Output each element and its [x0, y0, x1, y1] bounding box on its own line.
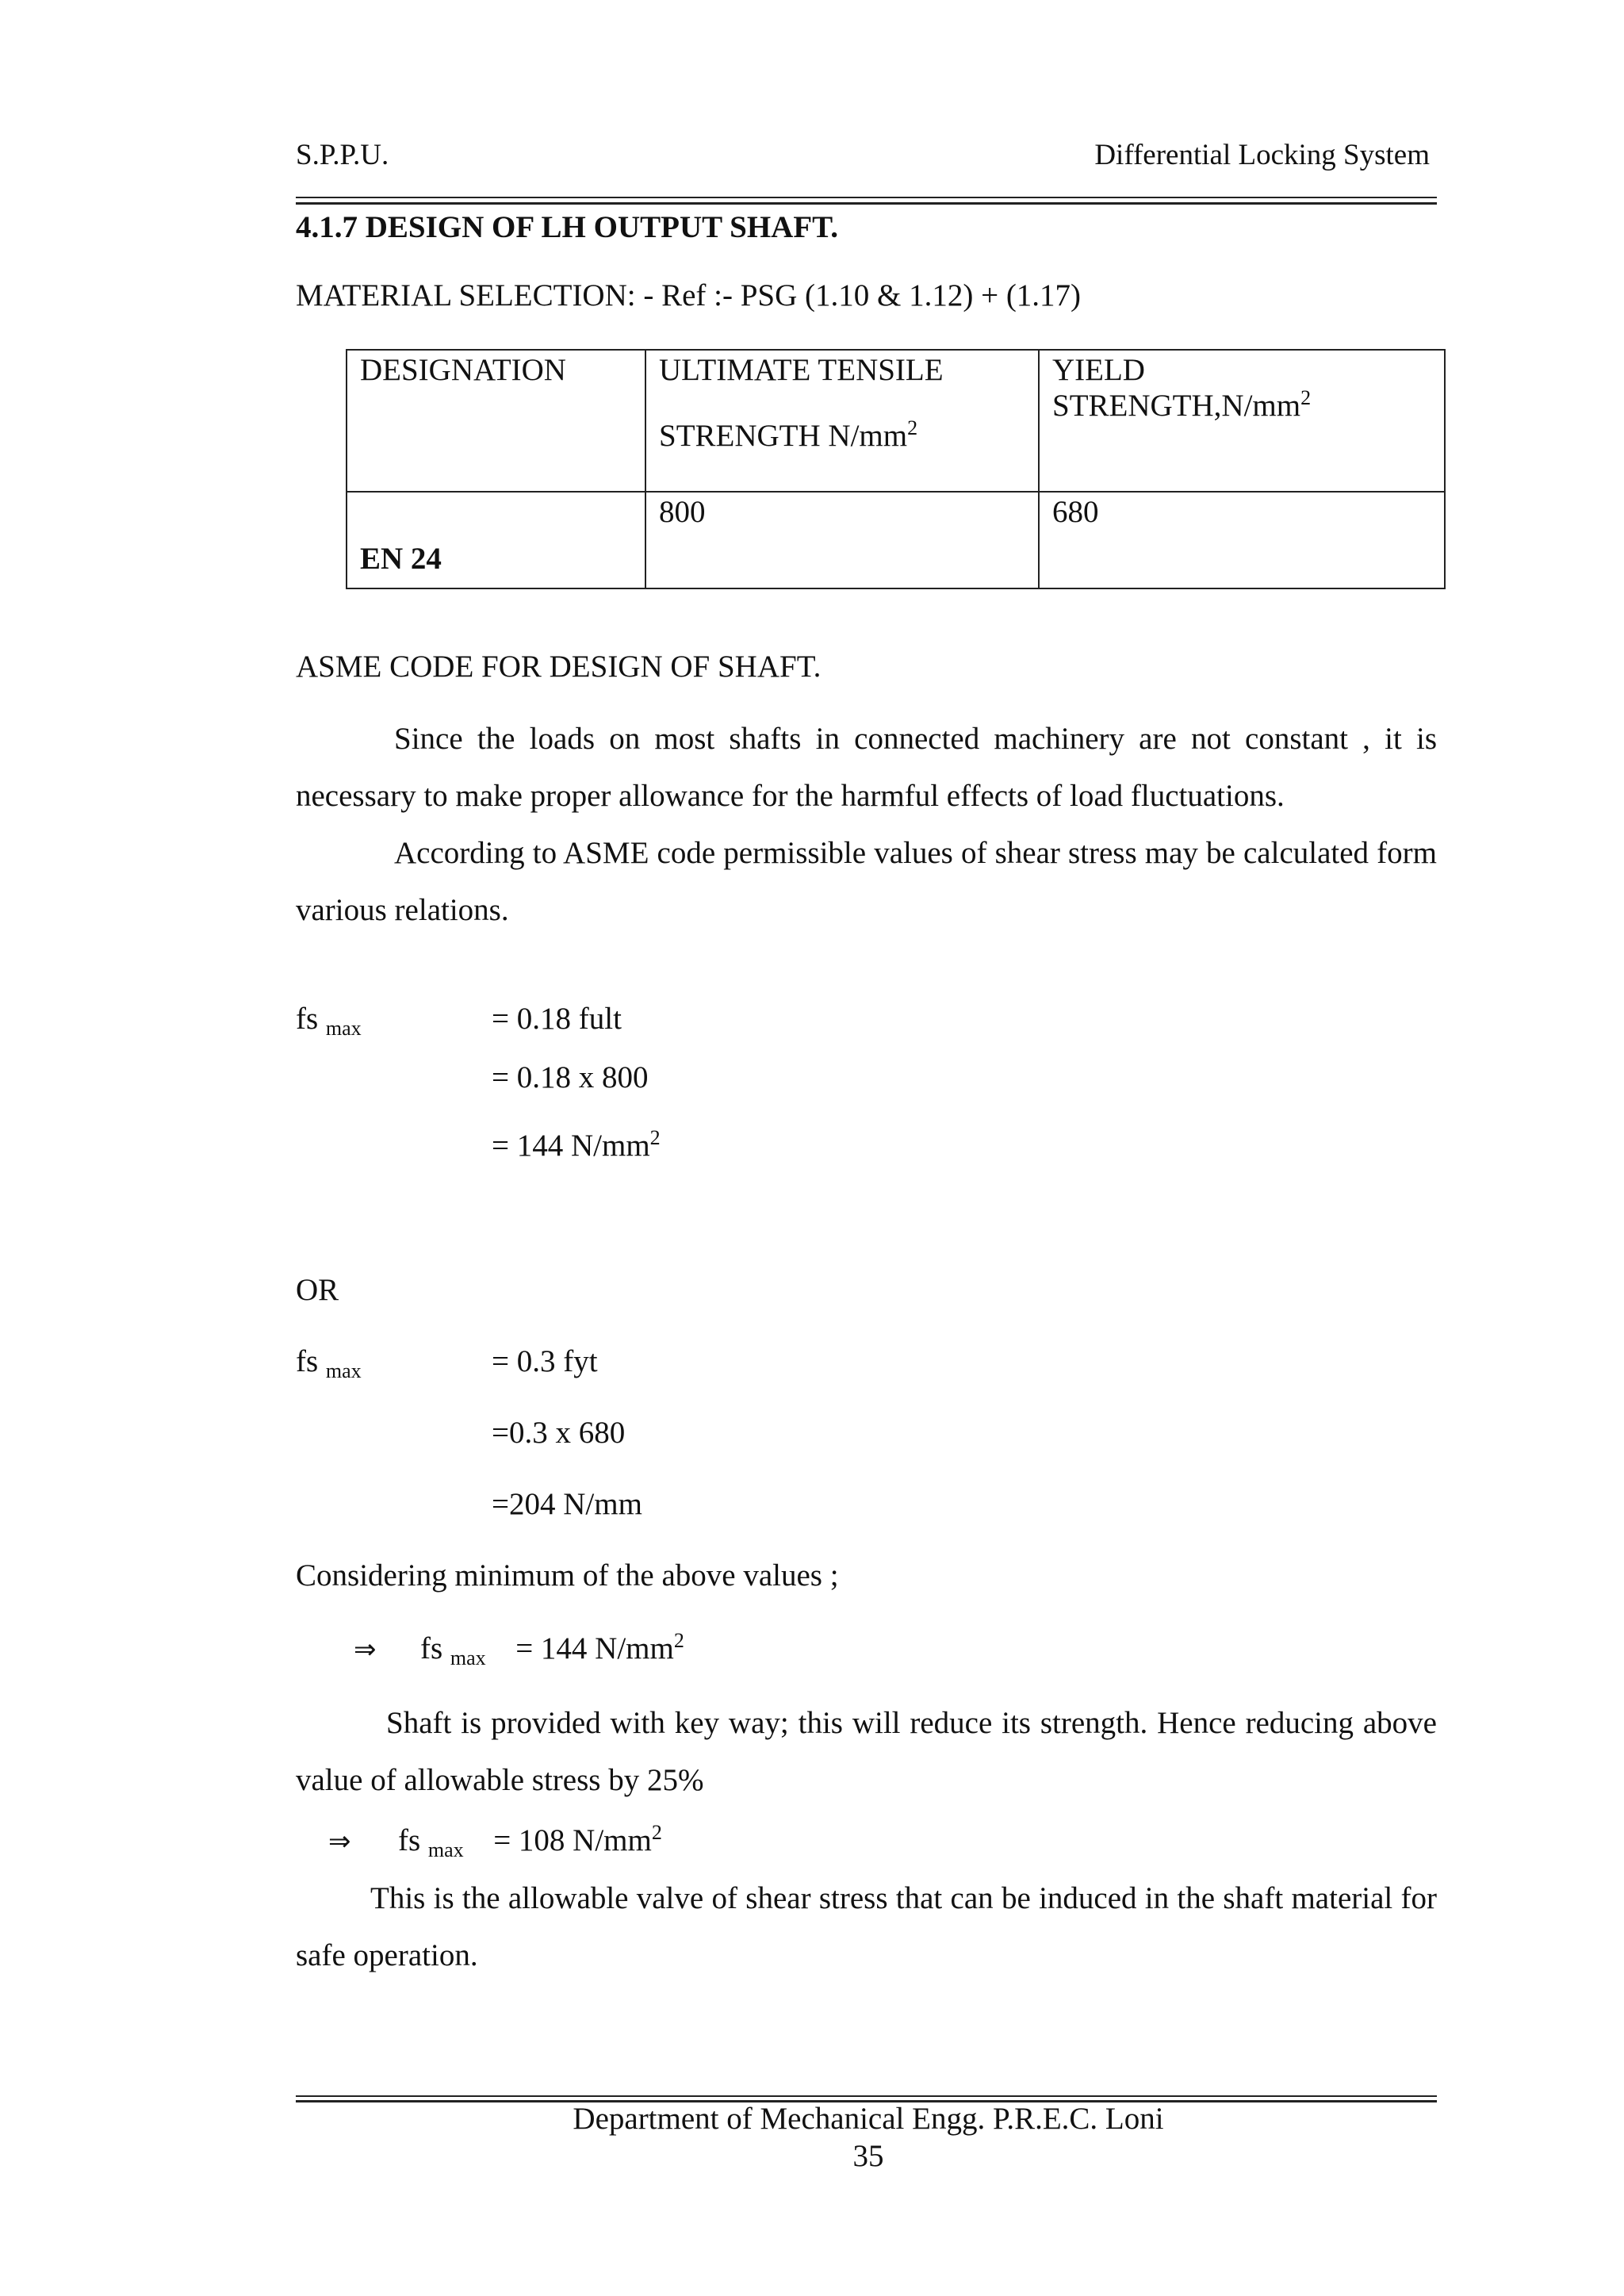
table-header-ultimate: ULTIMATE TENSILE STRENGTH $N/mm^2$: [645, 350, 1039, 492]
table-header-row: [347, 350, 1445, 492]
paragraph-keyway: Shaft is provided with key way; this will reduce its strength. Hence reducing above value of allowable stress by 25%: [296, 1706, 1437, 1797]
table-row: [347, 492, 1445, 588]
paragraph-asme: According to ASME code permissible values of shear stress may be calculated form various relations.: [296, 836, 1437, 927]
fs-max-label-2: fs $_{max}$: [296, 1344, 362, 1382]
implies-arrow-icon: ⇒: [354, 1634, 377, 1665]
header-rule: [296, 197, 1437, 205]
table-header-designation: DESIGNATION: [347, 350, 645, 492]
fs-max-label-1: fs $_{max}$: [296, 1002, 362, 1040]
material-table: [346, 349, 1446, 589]
section-title: 4.1.7 DESIGN OF LH OUTPUT SHAFT.: [296, 210, 839, 244]
considering-text: Considering minimum of the above values ;: [296, 1558, 839, 1593]
result-line-1: ⇒ fs $_{max}$ = 144 $N/mm^2$: [354, 1629, 684, 1669]
footer-department: Department of Mechanical Engg. P.R.E.C. Loni: [573, 2102, 1164, 2136]
eq-line-6: =204 N/mm: [492, 1487, 642, 1521]
header-right: Differential Locking System: [1094, 139, 1430, 171]
eq-line-4: = 0.3 fyt: [492, 1344, 598, 1378]
header-left: S.P.P.U.: [296, 139, 389, 171]
table-header-yield: YIELD $STRENGTH,N/mm^2$: [1039, 350, 1445, 492]
paragraph-allowable: This is the allowable valve of shear stress that can be induced in the shaft material for safe operation.: [296, 1881, 1437, 1972]
paragraph-loads: Since the loads on most shafts in connected machinery are not constant , it is necessary to make proper allowance for the harmful effects of load fluctuations.: [296, 722, 1437, 813]
eq-line-3: = 144 $N/mm^2$: [492, 1126, 661, 1163]
or-label: OR: [296, 1273, 339, 1307]
table-cell-yield: 680: [1039, 492, 1445, 588]
table-cell-designation: EN 24: [347, 492, 645, 588]
eq-line-2: = 0.18 x 800: [492, 1060, 649, 1094]
asme-heading: ASME CODE FOR DESIGN OF SHAFT.: [296, 650, 822, 684]
table-cell-ultimate: 800: [645, 492, 1039, 588]
result-line-2: ⇒ fs $_{max}$ = 108 $N/mm^2$: [328, 1821, 662, 1861]
material-selection: MATERIAL SELECTION: - Ref :- PSG (1.10 & 1.12) + (1.17): [296, 278, 1082, 312]
implies-arrow-icon: ⇒: [328, 1826, 351, 1857]
eq-line-1: = 0.18 fult: [492, 1002, 622, 1036]
eq-line-5: =0.3 x 680: [492, 1416, 626, 1450]
page-number: 35: [852, 2139, 884, 2173]
